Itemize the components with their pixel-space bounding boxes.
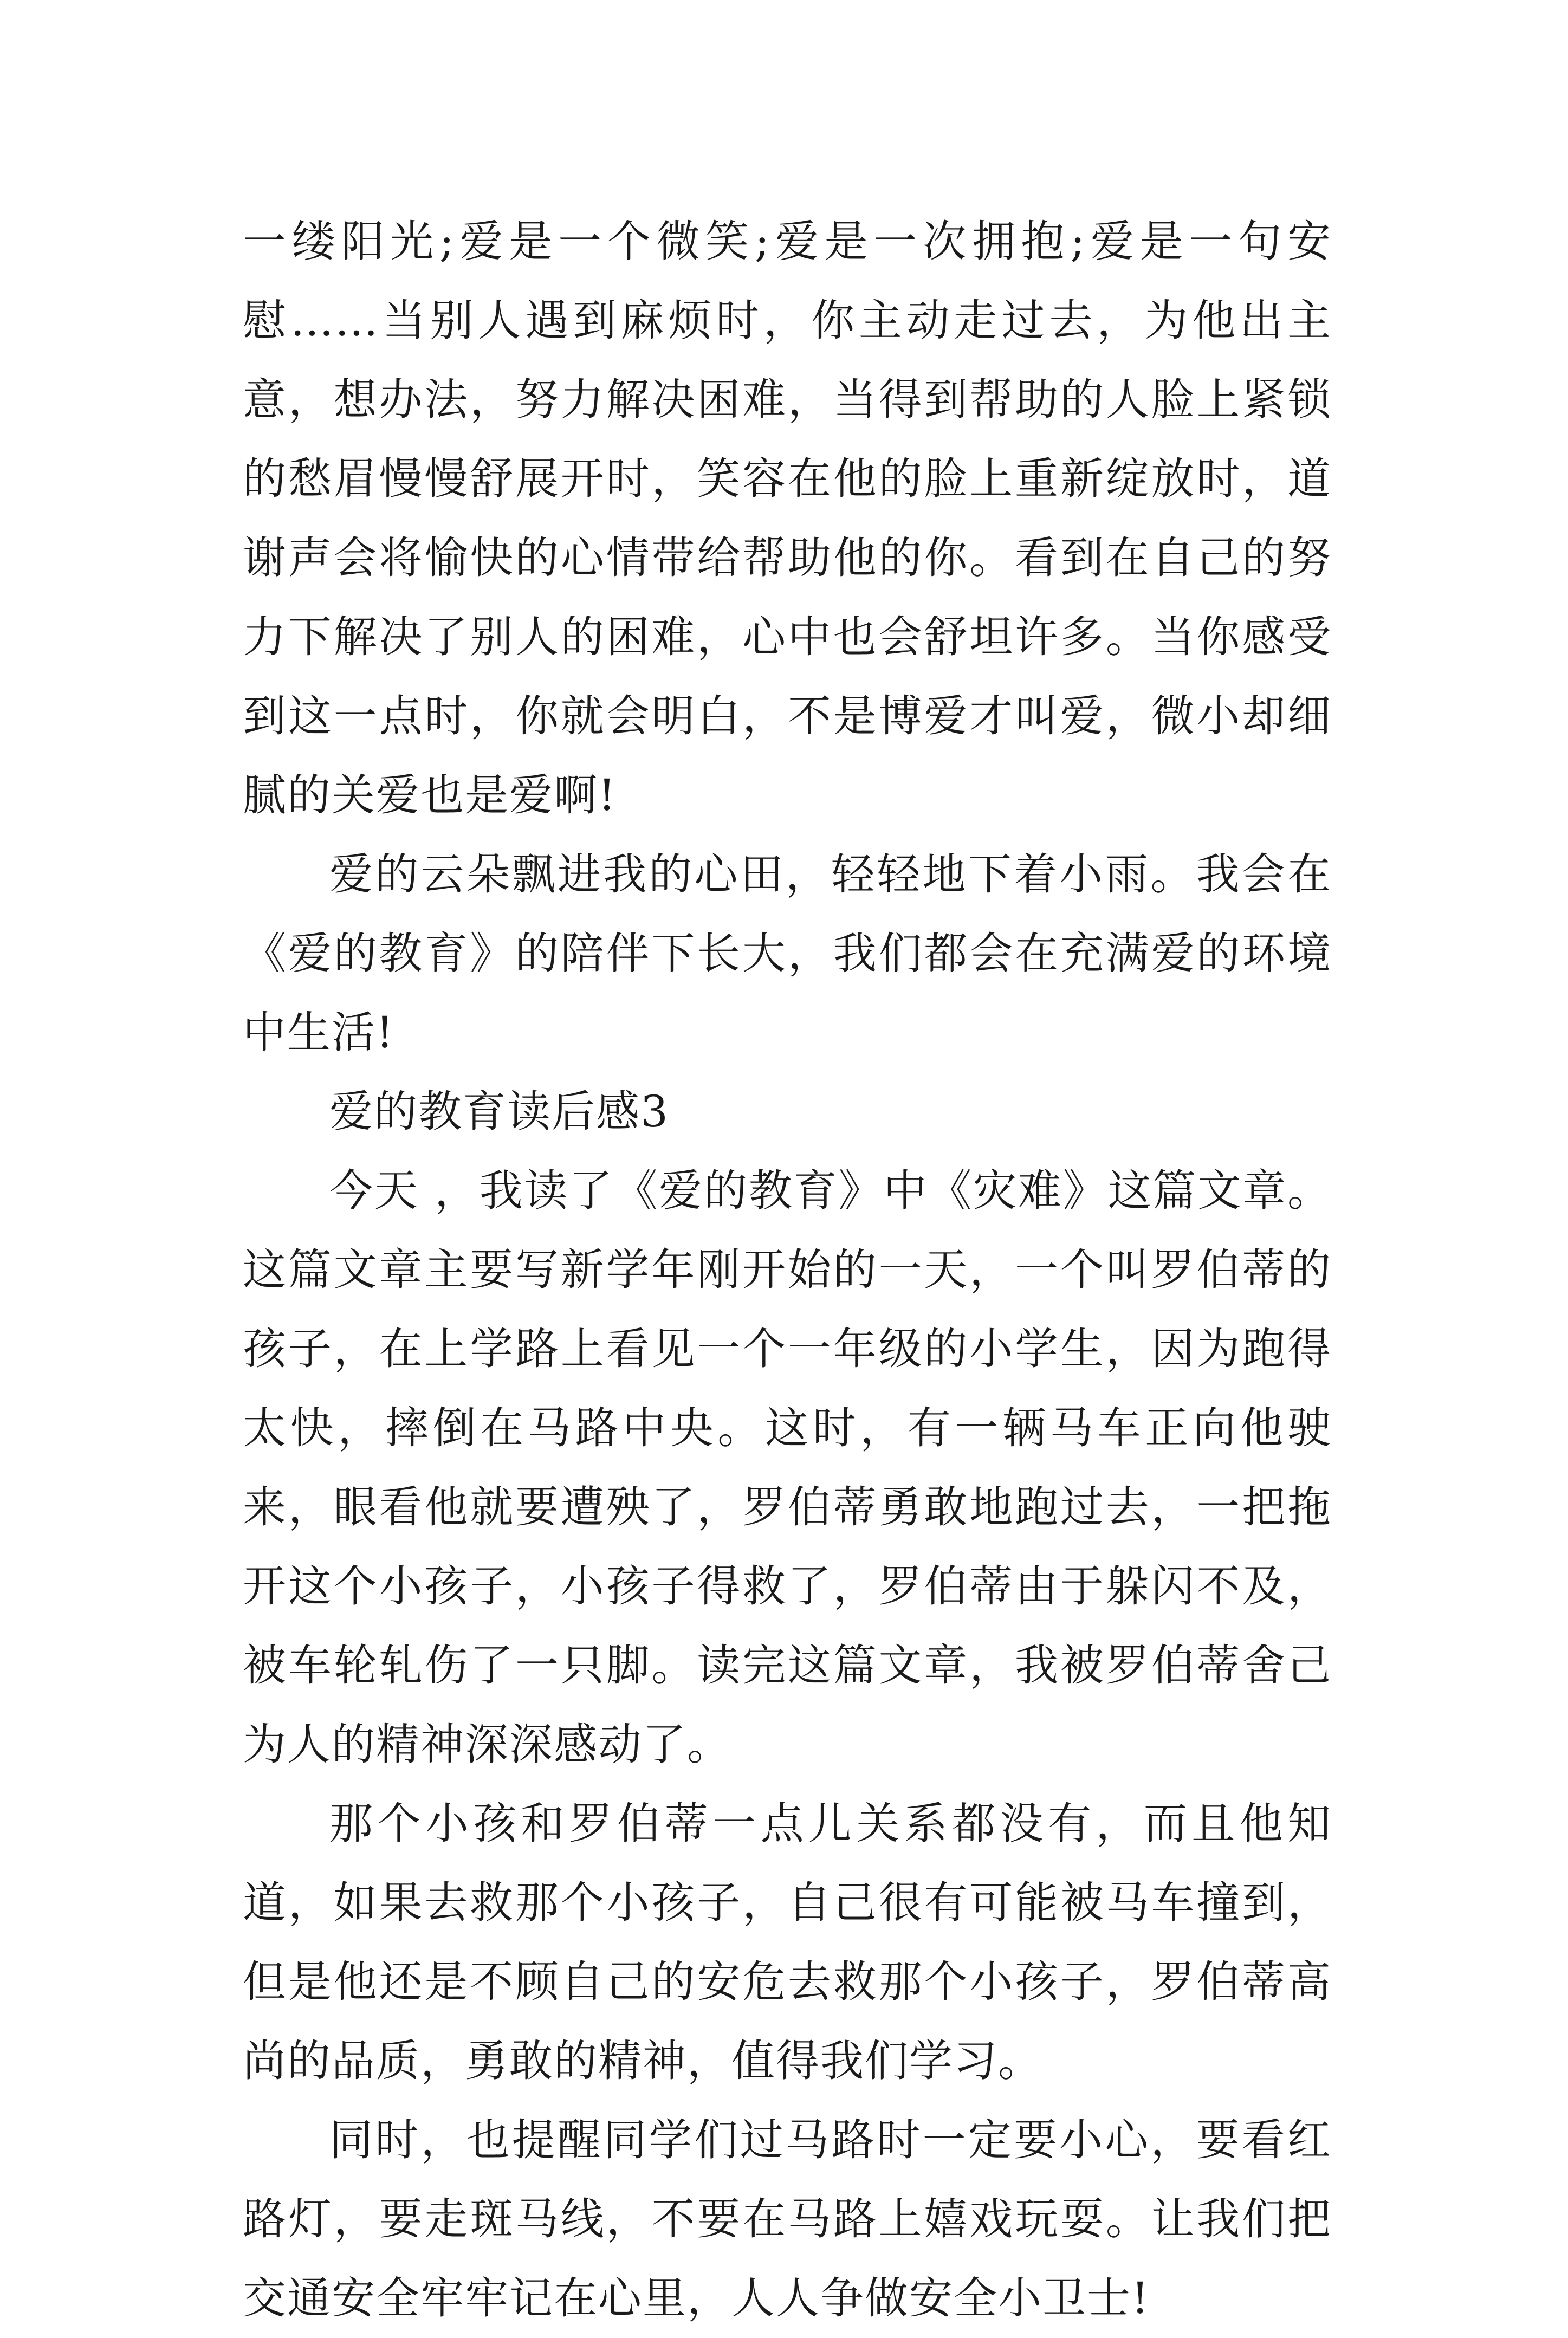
document-body: [243, 202, 1332, 2338]
paragraph-continuation: 一缕阳光;爱是一个微笑;爱是一次拥抱;爱是一句安慰……当别人遇到麻烦时，你主动走过去，为他出主意，想办法，努力解决困难，当得到帮助的人脸上紧锁的愁眉慢慢舒展开时，笑容在他的脸上重新绽放时，道谢声会将愉快的心情带给帮助他的你。看到在自己的努力下解决了别人的困难，心中也会舒坦许多。当你感受到这一点时，你就会明白，不是博爱才叫爱，微小却细腻的关爱也是爱啊!: [243, 216, 1332, 820]
section-heading: 爱的教育读后感3: [329, 1086, 669, 1137]
paragraph-disaster-summary: 今天 ，我读了《爱的教育》中《灾难》这篇文章。这篇文章主要写新学年刚开始的一天，一个叫罗伯蒂的孩子，在上学路上看见一个一年级的小学生，因为跑得太快，摔倒在马路中央。这时，有一辆马车正向他驶来，眼看他就要遭殃了，罗伯蒂勇敢地跑过去，一把拖开这个小孩子，小孩子得救了，罗伯蒂由于躲闪不及，被车轮轧伤了一只脚。读完这篇文章，我被罗伯蒂舍己为人的精神深深感动了。: [243, 1165, 1332, 1770]
paragraph-traffic-safety: 同时，也提醒同学们过马路时一定要小心，要看红路灯，要走斑马线，不要在马路上嬉戏玩耍。让我们把交通安全牢牢记在心里，人人争做安全小卫士!: [243, 2115, 1332, 2323]
paragraph-roberti-courage: 那个小孩和罗伯蒂一点儿关系都没有，而且他知道，如果去救那个小孩子，自己很有可能被马车撞到，但是他还是不顾自己的安危去救那个小孩子，罗伯蒂高尚的品质，勇敢的精神，值得我们学习。: [243, 1798, 1332, 2086]
paragraph-love-clouds: 爱的云朵飘进我的心田，轻轻地下着小雨。我会在《爱的教育》的陪伴下长大，我们都会在充满爱的环境中生活!: [243, 849, 1332, 1058]
